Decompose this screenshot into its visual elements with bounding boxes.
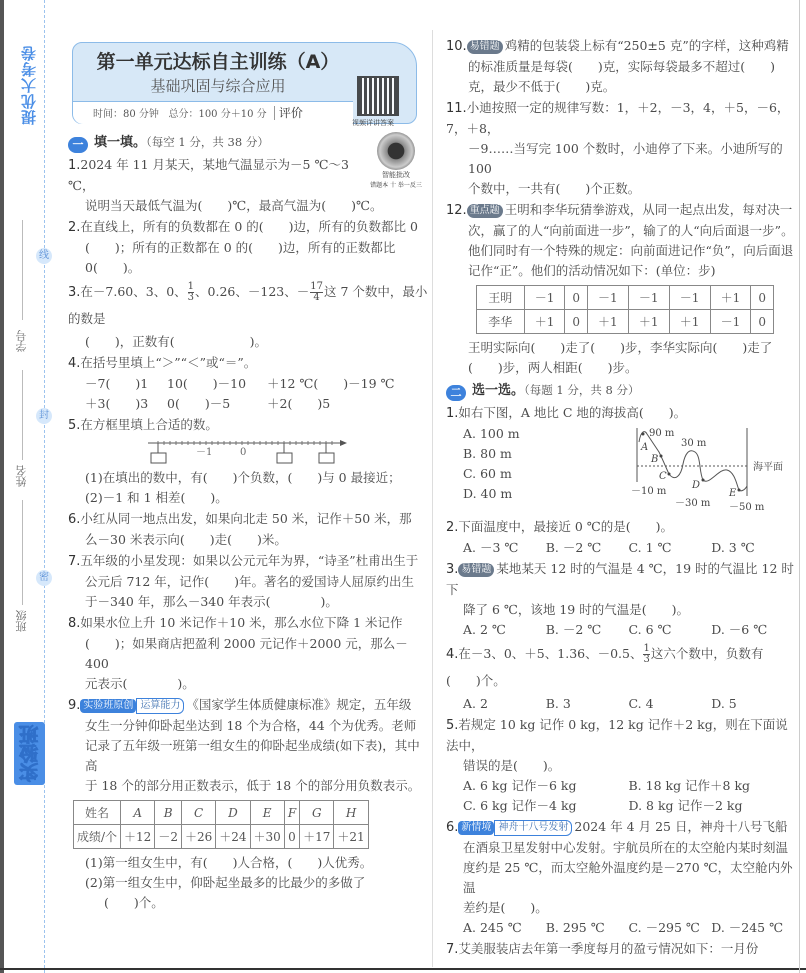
tag-new-context: 新情境 xyxy=(458,821,494,835)
seal-label-text: 智能批改 xyxy=(382,171,410,179)
option-b[interactable]: B. 80 m xyxy=(463,446,512,461)
name-label: 姓名 xyxy=(15,465,28,487)
table-row xyxy=(477,310,774,334)
section-title: 填一填。 xyxy=(94,135,147,150)
elevation-diagram xyxy=(629,424,794,514)
axis-arrow xyxy=(340,440,347,446)
q-number: 5. xyxy=(68,418,81,433)
option-c[interactable]: C. －295 ℃ xyxy=(628,920,700,935)
q-text: 差约是( )。 xyxy=(463,900,548,915)
option-b[interactable]: B. －2 ℃ xyxy=(545,540,602,555)
q-text: 小红从同一地点出发，如果向北走 50 米，记作＋50 米，那 xyxy=(80,511,412,526)
page-edge xyxy=(0,0,4,973)
table-cell: 王明 xyxy=(477,286,525,310)
elevation-label: 90 m xyxy=(649,428,675,439)
elevation-label: －50 m xyxy=(729,502,765,513)
q-text: ( )，正数有( )。 xyxy=(85,334,268,349)
q-text: 错误的是( )。 xyxy=(463,758,561,773)
q-text: 于 18 个的部分用正数表示，低于 18 个的部分用负数表示。 xyxy=(85,778,421,793)
option-c[interactable]: C. 60 m xyxy=(463,466,512,481)
answer-box[interactable] xyxy=(151,453,166,463)
denominator: 3 xyxy=(643,654,650,665)
class-field[interactable] xyxy=(22,500,23,605)
q-number: 3. xyxy=(446,562,459,577)
q-text: 元表示( )。 xyxy=(85,676,195,691)
q-text: 在－7.60、3、0、 xyxy=(80,284,187,299)
compare-item: ＋3( )3 xyxy=(85,396,149,411)
question-7 xyxy=(68,551,428,612)
option-b[interactable]: B. －2 ℃ xyxy=(545,622,602,637)
smart-grading-icon[interactable] xyxy=(377,132,415,170)
compare-item: 10( )－10 xyxy=(167,376,247,391)
q-text: 若规定 10 kg 记作 0 kg，12 kg 记作＋2 kg，则在下面说法中， xyxy=(446,717,788,753)
q-text: 五年级的小星发现：如果以公元元年为界，“诗圣”杜甫出生于 xyxy=(80,553,419,568)
numerator: 17 xyxy=(310,281,323,292)
option-d[interactable]: D. －6 ℃ xyxy=(711,622,768,637)
q-text: 他们同时有一个特殊的规定：向前面进记作“负”，向后面退 xyxy=(468,243,794,258)
table-cell: ＋17 xyxy=(300,825,334,849)
table-cell: E xyxy=(250,801,284,825)
option-a[interactable]: A. 245 ℃ xyxy=(463,920,522,935)
q-text: 于－340 年，那么－340 年表示( )。 xyxy=(85,594,338,609)
table-cell: C xyxy=(181,801,215,825)
q-number: 9. xyxy=(68,698,81,713)
table-cell: 0 xyxy=(751,310,774,334)
elevation-label: －10 m xyxy=(631,486,667,497)
fraction xyxy=(188,282,194,303)
q-text: 降了 6 ℃，该地 19 时的气温是( )。 xyxy=(463,602,689,617)
fraction xyxy=(310,282,323,303)
tag-key-point: 重点题 xyxy=(467,204,503,218)
page-title: 第一单元达标自主训练（A） xyxy=(96,51,340,73)
brand-logo: 提优大考卷 xyxy=(20,45,38,125)
q-text: 记作“正”。他们的活动情况如下：(单位：步) xyxy=(468,263,716,278)
question-3 xyxy=(68,279,428,352)
table-cell: A xyxy=(121,801,155,825)
tag-error-prone: 易错题 xyxy=(467,40,503,54)
q-text: 记录了五年级一班第一组女生的仰卧起坐成绩(如下表)，其中高 xyxy=(85,738,420,773)
table-cell: ＋1 xyxy=(669,310,710,334)
table-cell: －1 xyxy=(587,286,628,310)
table-cell: －1 xyxy=(524,286,565,310)
table-cell: ＋26 xyxy=(181,825,215,849)
number-line xyxy=(148,438,348,466)
table-cell: ＋21 xyxy=(334,825,368,849)
option-a[interactable]: A. 2 ℃ xyxy=(463,622,506,637)
section-points: （每题 1 分，共 8 分） xyxy=(524,383,640,397)
option-c[interactable]: C. 6 ℃ xyxy=(628,622,672,637)
compare-item: －7( )1 xyxy=(85,376,149,391)
tag-skill: 运算能力 xyxy=(136,698,184,714)
option-c[interactable]: C. 4 xyxy=(628,696,654,711)
elevation-label: －30 m xyxy=(675,498,711,509)
rating-label: 评价 xyxy=(274,106,303,120)
table-cell: D xyxy=(216,801,250,825)
q-number: 1. xyxy=(68,158,81,173)
q-subpart: (2)第一组女生中，仰卧起坐最多的比最少的多做了 xyxy=(85,875,366,890)
option-d[interactable]: D. 8 kg 记作－2 kg xyxy=(628,798,743,813)
option-a[interactable]: A. 2 xyxy=(463,696,488,711)
total-score: 总分：100 分＋10 分 xyxy=(168,109,267,120)
compare-item: ＋2( )5 xyxy=(267,396,331,411)
q-text: 2024 年 4 月 25 日，神舟十八号飞船 xyxy=(574,819,788,834)
mc-question-2 xyxy=(446,517,794,558)
student-no-field[interactable] xyxy=(22,220,23,320)
page-subtitle: 基础巩固与综合应用 xyxy=(150,77,286,95)
q-text: 的标准质量是每袋( )克，实际每袋最多不超过( ) xyxy=(468,59,776,74)
q-text: 在括号里填上“＞”“＜”或“＝”。 xyxy=(80,355,257,370)
compare-item: 0( )－5 xyxy=(167,396,231,411)
table-cell: ＋1 xyxy=(524,310,565,334)
point-label: A xyxy=(641,442,649,453)
question-9 xyxy=(68,695,428,913)
table-cell: ＋1 xyxy=(587,310,628,334)
question-11 xyxy=(446,98,794,199)
q-text: 0( )。 xyxy=(85,260,141,275)
seal-mark-secret: 密 xyxy=(36,570,52,586)
table-row xyxy=(74,801,369,825)
q-number: 1. xyxy=(446,406,459,421)
q-number: 7. xyxy=(446,942,459,957)
section-title: 选一选。 xyxy=(472,383,525,398)
q-number: 7. xyxy=(68,554,81,569)
section-number: 一 xyxy=(68,137,88,153)
q-text: 在－3、0、＋5、1.36、－0.5、 xyxy=(458,646,643,661)
option-b[interactable]: B. 18 kg 记作＋8 kg xyxy=(628,778,751,793)
option-d[interactable]: D. －245 ℃ xyxy=(711,920,784,935)
option-a[interactable]: A. 6 kg 记作－6 kg xyxy=(463,778,577,793)
question-8 xyxy=(68,613,428,694)
q-number: 2. xyxy=(446,520,459,535)
mc-question-4 xyxy=(446,641,794,714)
q-subpart: (1)在填出的数中，有( )个负数，( )与 0 最接近； xyxy=(85,470,401,485)
point-label: B xyxy=(651,454,659,465)
table-cell: －1 xyxy=(669,286,710,310)
question-5 xyxy=(68,415,428,508)
q-text: 、0.26、－123、－ xyxy=(195,284,310,299)
q-text: 在酒泉卫星发射中心发射。宇航员所在的太空舱内某时刻温 xyxy=(463,840,789,855)
seal-mark-seal: 封 xyxy=(36,408,52,424)
q-text: 次，赢了的人“向前面进一步”，输了的人“向后面退一步”。 xyxy=(468,223,794,238)
option-c[interactable]: C. 6 kg 记作－4 kg xyxy=(463,798,577,813)
q-number: 3. xyxy=(68,285,81,300)
q-number: 4. xyxy=(446,647,459,662)
q-text: 2024 年 11 月某天，某地气温显示为－5 ℃～3 ℃， xyxy=(68,157,349,193)
left-column xyxy=(68,130,428,914)
q-text: 女生一分钟仰卧起坐达到 18 个为合格，44 个为优秀。老师 xyxy=(85,718,417,733)
q-text: 克，最少不低于( )克。 xyxy=(468,79,616,94)
table-cell: ＋1 xyxy=(710,286,751,310)
mc-question-6 xyxy=(446,817,794,938)
smart-grading xyxy=(364,132,428,189)
mc-question-5 xyxy=(446,715,794,816)
section-points: （每空 1 分，共 38 分） xyxy=(146,135,269,149)
exam-meta xyxy=(73,101,353,124)
situp-table xyxy=(73,800,369,849)
class-label: 班级 xyxy=(15,610,28,632)
answer-box[interactable] xyxy=(319,453,334,463)
q-text: 个数中，一共有( )个正数。 xyxy=(468,181,641,196)
option-a[interactable]: A. －3 ℃ xyxy=(463,540,519,555)
page-bottom-edge xyxy=(0,968,806,970)
point-e xyxy=(738,489,741,492)
table-cell: B xyxy=(155,801,182,825)
table-cell: ＋30 xyxy=(250,825,284,849)
option-b[interactable]: B. 295 ℃ xyxy=(545,920,605,935)
right-column xyxy=(446,36,794,961)
section-number: 二 xyxy=(446,385,466,401)
table-cell: －1 xyxy=(628,286,669,310)
table-cell: 0 xyxy=(751,286,774,310)
q-text: 鸡精的包装袋上标有“250±5 克”的字样，这种鸡精 xyxy=(504,38,789,53)
page-right-edge xyxy=(799,0,800,973)
q-number: 2. xyxy=(68,220,81,235)
table-cell: 成绩/个 xyxy=(74,825,121,849)
tick-label: －1 xyxy=(196,447,213,458)
option-c[interactable]: C. 1 ℃ xyxy=(628,540,672,555)
q-text: 这 7 个数中，最小的数是 xyxy=(68,284,428,326)
question-6 xyxy=(68,509,428,550)
q-text: 么－30 米表示向( )走( )米。 xyxy=(85,532,287,547)
table-cell: 0 xyxy=(284,825,299,849)
q-number: 6. xyxy=(68,512,81,527)
q-number: 11. xyxy=(446,101,467,116)
point-b xyxy=(660,455,663,458)
point-label: C xyxy=(659,471,667,482)
q-text: 说明当天最低气温为( )℃，最高气温为( )℃。 xyxy=(85,198,383,213)
question-12 xyxy=(446,200,794,378)
table-cell: F xyxy=(284,801,299,825)
section-2-heading xyxy=(446,380,794,401)
binding-cut-line xyxy=(44,0,45,973)
game-table xyxy=(476,285,774,334)
q-number: 4. xyxy=(68,356,81,371)
q-text: ( )；如果商店把盈利 2000 元记作＋2000 元，那么－400 xyxy=(85,636,408,671)
denominator: 4 xyxy=(313,292,320,303)
seal-sub-text: 错题本 十 举一反三 xyxy=(370,182,422,189)
point-d xyxy=(702,479,705,482)
mc-question-3 xyxy=(446,559,794,640)
table-cell: 0 xyxy=(565,286,587,310)
question-10 xyxy=(446,36,794,97)
q-number: 8. xyxy=(68,616,81,631)
student-no-label: 学号 xyxy=(15,330,28,352)
q-text: 小迪按照一定的规律写数：1，＋2，－3，4，＋5，－6，7，＋8， xyxy=(446,100,790,136)
time-limit: 时间：80 分钟 xyxy=(93,109,159,120)
q-text: ( )步，两人相距( )步。 xyxy=(468,360,638,375)
q-text: －9……当写完 100 个数时，小迪停了下来。小迪所写的 100 xyxy=(468,141,783,176)
compare-item: ＋12 ℃( )－19 ℃ xyxy=(267,376,395,391)
q-number: 10. xyxy=(446,39,467,54)
tag-error-prone: 易错题 xyxy=(458,563,494,577)
elevation-label: 30 m xyxy=(681,438,707,449)
q-text: 《国家学生体质健康标准》规定，五年级 xyxy=(186,697,412,712)
q-text: 在方框里填上合适的数。 xyxy=(80,417,218,432)
q-text: 这六个数中，负数有( )个。 xyxy=(446,646,764,688)
q-text: 下面温度中，最接近 0 ℃的是( )。 xyxy=(458,519,674,534)
table-cell: －1 xyxy=(710,310,751,334)
table-cell: ＋12 xyxy=(121,825,155,849)
fraction xyxy=(643,644,649,665)
table-cell: 0 xyxy=(565,310,587,334)
q-subpart: (1)第一组女生中，有( )人合格，( )人优秀。 xyxy=(85,855,373,870)
option-d[interactable]: D. 40 m xyxy=(463,486,513,501)
seal-mark-line: 线 xyxy=(36,248,52,264)
q-text: 公元后 712 年，记作( )年。著名的爱国诗人屈原约出生 xyxy=(85,574,415,589)
point-c xyxy=(668,473,671,476)
q-subpart: ( )个。 xyxy=(104,895,164,910)
option-d[interactable]: D. 5 xyxy=(711,696,737,711)
answer-box[interactable] xyxy=(277,453,292,463)
q-text: 艾美服装店去年第一季度每月的盈亏情况如下：一月份 xyxy=(458,941,759,956)
table-row xyxy=(477,286,774,310)
qr-code-icon[interactable] xyxy=(357,76,399,116)
q-number: 12. xyxy=(446,203,467,218)
qr-label: 视频详讲答案 xyxy=(352,119,394,127)
option-d[interactable]: D. 3 ℃ xyxy=(711,540,755,555)
table-cell: ＋1 xyxy=(628,310,669,334)
table-cell: －2 xyxy=(155,825,182,849)
name-field[interactable] xyxy=(22,370,23,460)
numerator: 1 xyxy=(643,643,650,654)
denominator: 3 xyxy=(187,292,195,303)
question-4 xyxy=(68,353,428,414)
q-number: 6. xyxy=(446,820,459,835)
tag-original: 实验班原创 xyxy=(80,699,136,713)
column-divider xyxy=(432,30,433,967)
point-a xyxy=(642,433,645,436)
point-label: E xyxy=(729,488,737,499)
table-cell: 李华 xyxy=(477,310,525,334)
table-row xyxy=(74,825,369,849)
q-text: 如右下图，A 地比 C 地的海拔高( )。 xyxy=(458,405,687,420)
table-cell: ＋24 xyxy=(216,825,250,849)
table-cell: H xyxy=(334,801,368,825)
tag-topic: 神舟十八号发射 xyxy=(494,820,572,836)
point-label: D xyxy=(692,480,701,491)
q-text: 如果水位上升 10 米记作＋10 米，那么水位下降 1 米记作 xyxy=(80,615,403,630)
q-number: 5. xyxy=(446,718,459,733)
brand-logo-2: 实验班 xyxy=(14,722,45,785)
q-text: 王明实际向( )走了( )步，李华实际向( )走了 xyxy=(468,340,773,355)
mc-question-7 xyxy=(446,939,794,960)
tick-label: 0 xyxy=(240,447,247,458)
q-text: ( )；所有的正数都在 0 的( )边，所有的正数都比 xyxy=(85,240,396,255)
q-text: 在直线上，所有的负数都在 0 的( )边，所有的负数都比 0 xyxy=(80,219,418,234)
table-cell: 姓名 xyxy=(74,801,121,825)
option-a[interactable]: A. 100 m xyxy=(463,426,520,441)
q-subpart: (2)－1 和 1 相差( )。 xyxy=(85,490,228,505)
q-text: 王明和李华玩猜拳游戏，从同一起点出发，每对决一 xyxy=(504,202,793,217)
table-cell: G xyxy=(300,801,334,825)
sea-level-label: 海平面 xyxy=(753,462,783,473)
q-text: 某地某天 12 时的气温是 4 ℃，19 时的气温比 12 时下 xyxy=(446,561,794,597)
numerator: 1 xyxy=(187,281,195,292)
mc-question-1 xyxy=(446,403,794,516)
q-text: 度约是 25 ℃，而太空舱外温度约是－270 ℃，太空舱内外温 xyxy=(463,860,793,895)
option-b[interactable]: B. 3 xyxy=(545,696,571,711)
question-2 xyxy=(68,217,428,278)
